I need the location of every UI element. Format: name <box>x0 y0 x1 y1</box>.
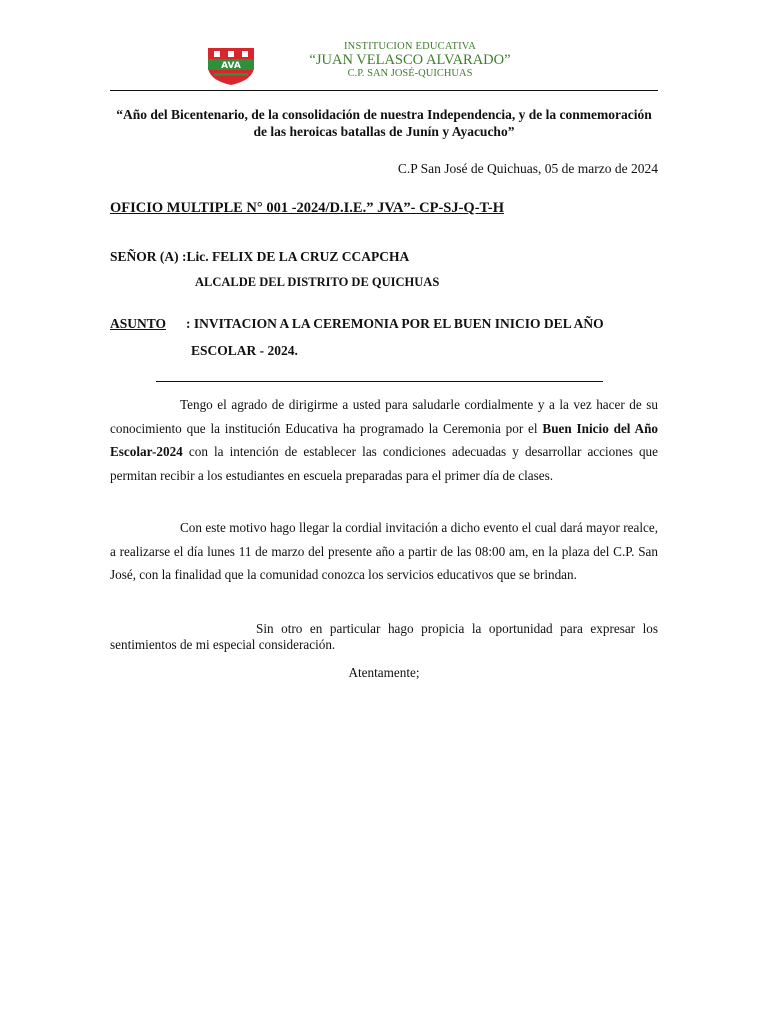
header-divider <box>110 90 658 91</box>
institution-location: C.P. SAN JOSÉ-QUICHUAS <box>347 68 473 79</box>
paragraph-1-bold: Buen Inicio del Año Escolar-2024 <box>110 420 659 459</box>
body-paragraph-1 <box>110 393 658 487</box>
recipient-title: ALCALDE DEL DISTRITO DE QUICHUAS <box>195 275 440 289</box>
subject-line-2: ESCOLAR - 2024. <box>191 343 298 358</box>
closing-salutation: Atentamente; <box>348 665 420 680</box>
year-motto: “Año del Bicentenario, de la consolidación de nuestra Independencia, y de la conmemoración de las heroicas batallas de Junín y Ayacucho” <box>116 107 652 139</box>
letter-date: C.P San José de Quichuas, 05 de marzo de 2024 <box>397 161 658 176</box>
body-paragraph-3 <box>110 621 658 653</box>
paragraph-1-text-b: con la intención de establecer las condiciones adecuadas y desarrollar acciones que permitan recibir a los estudiantes en escuela preparadas para el primer día de clases. <box>110 444 658 483</box>
school-crest-logo <box>204 42 258 86</box>
institution-name <box>285 40 535 80</box>
institution-type: INSTITUCION EDUCATIVA <box>343 41 477 52</box>
paragraph-3-text: Sin otro en particular hago propicia la oportunidad para expresar los sentimientos de mi especial consideración. <box>110 621 658 652</box>
paragraph-1-text-a: Tengo el agrado de dirigirme a usted para saludarle cordialmente y a la vez hacer de su conocimiento que la institución Educativa ha programado la Ceremonia por el <box>110 397 658 436</box>
paragraph-2-text: Con este motivo hago llegar la cordial invitación a dicho evento el cual dará mayor realce, a realizarse el día lunes 11 de marzo del presente año a partir de las 08:00 am, en la plaza del C.P. San José, con la finalidad que la comunidad conozca los servicios educativos que se brindan. <box>110 520 658 582</box>
subject-label: ASUNTO <box>110 316 167 331</box>
subject-divider <box>156 381 603 382</box>
letterhead <box>110 38 658 88</box>
recipient-line: SEÑOR (A) :Lic. FELIX DE LA CRUZ CCAPCHA <box>110 249 410 264</box>
logo-text: AVA <box>221 61 241 71</box>
document-number: OFICIO MULTIPLE N° 001 -2024/D.I.E.” JVA”- CP-SJ-Q-T-H <box>110 200 504 216</box>
subject-line-1: : INVITACION A LA CEREMONIA POR EL BUEN INICIO DEL AÑO <box>186 316 604 331</box>
institution-title: “JUAN VELASCO ALVARADO” <box>309 52 511 68</box>
body-paragraph-2 <box>110 516 658 587</box>
